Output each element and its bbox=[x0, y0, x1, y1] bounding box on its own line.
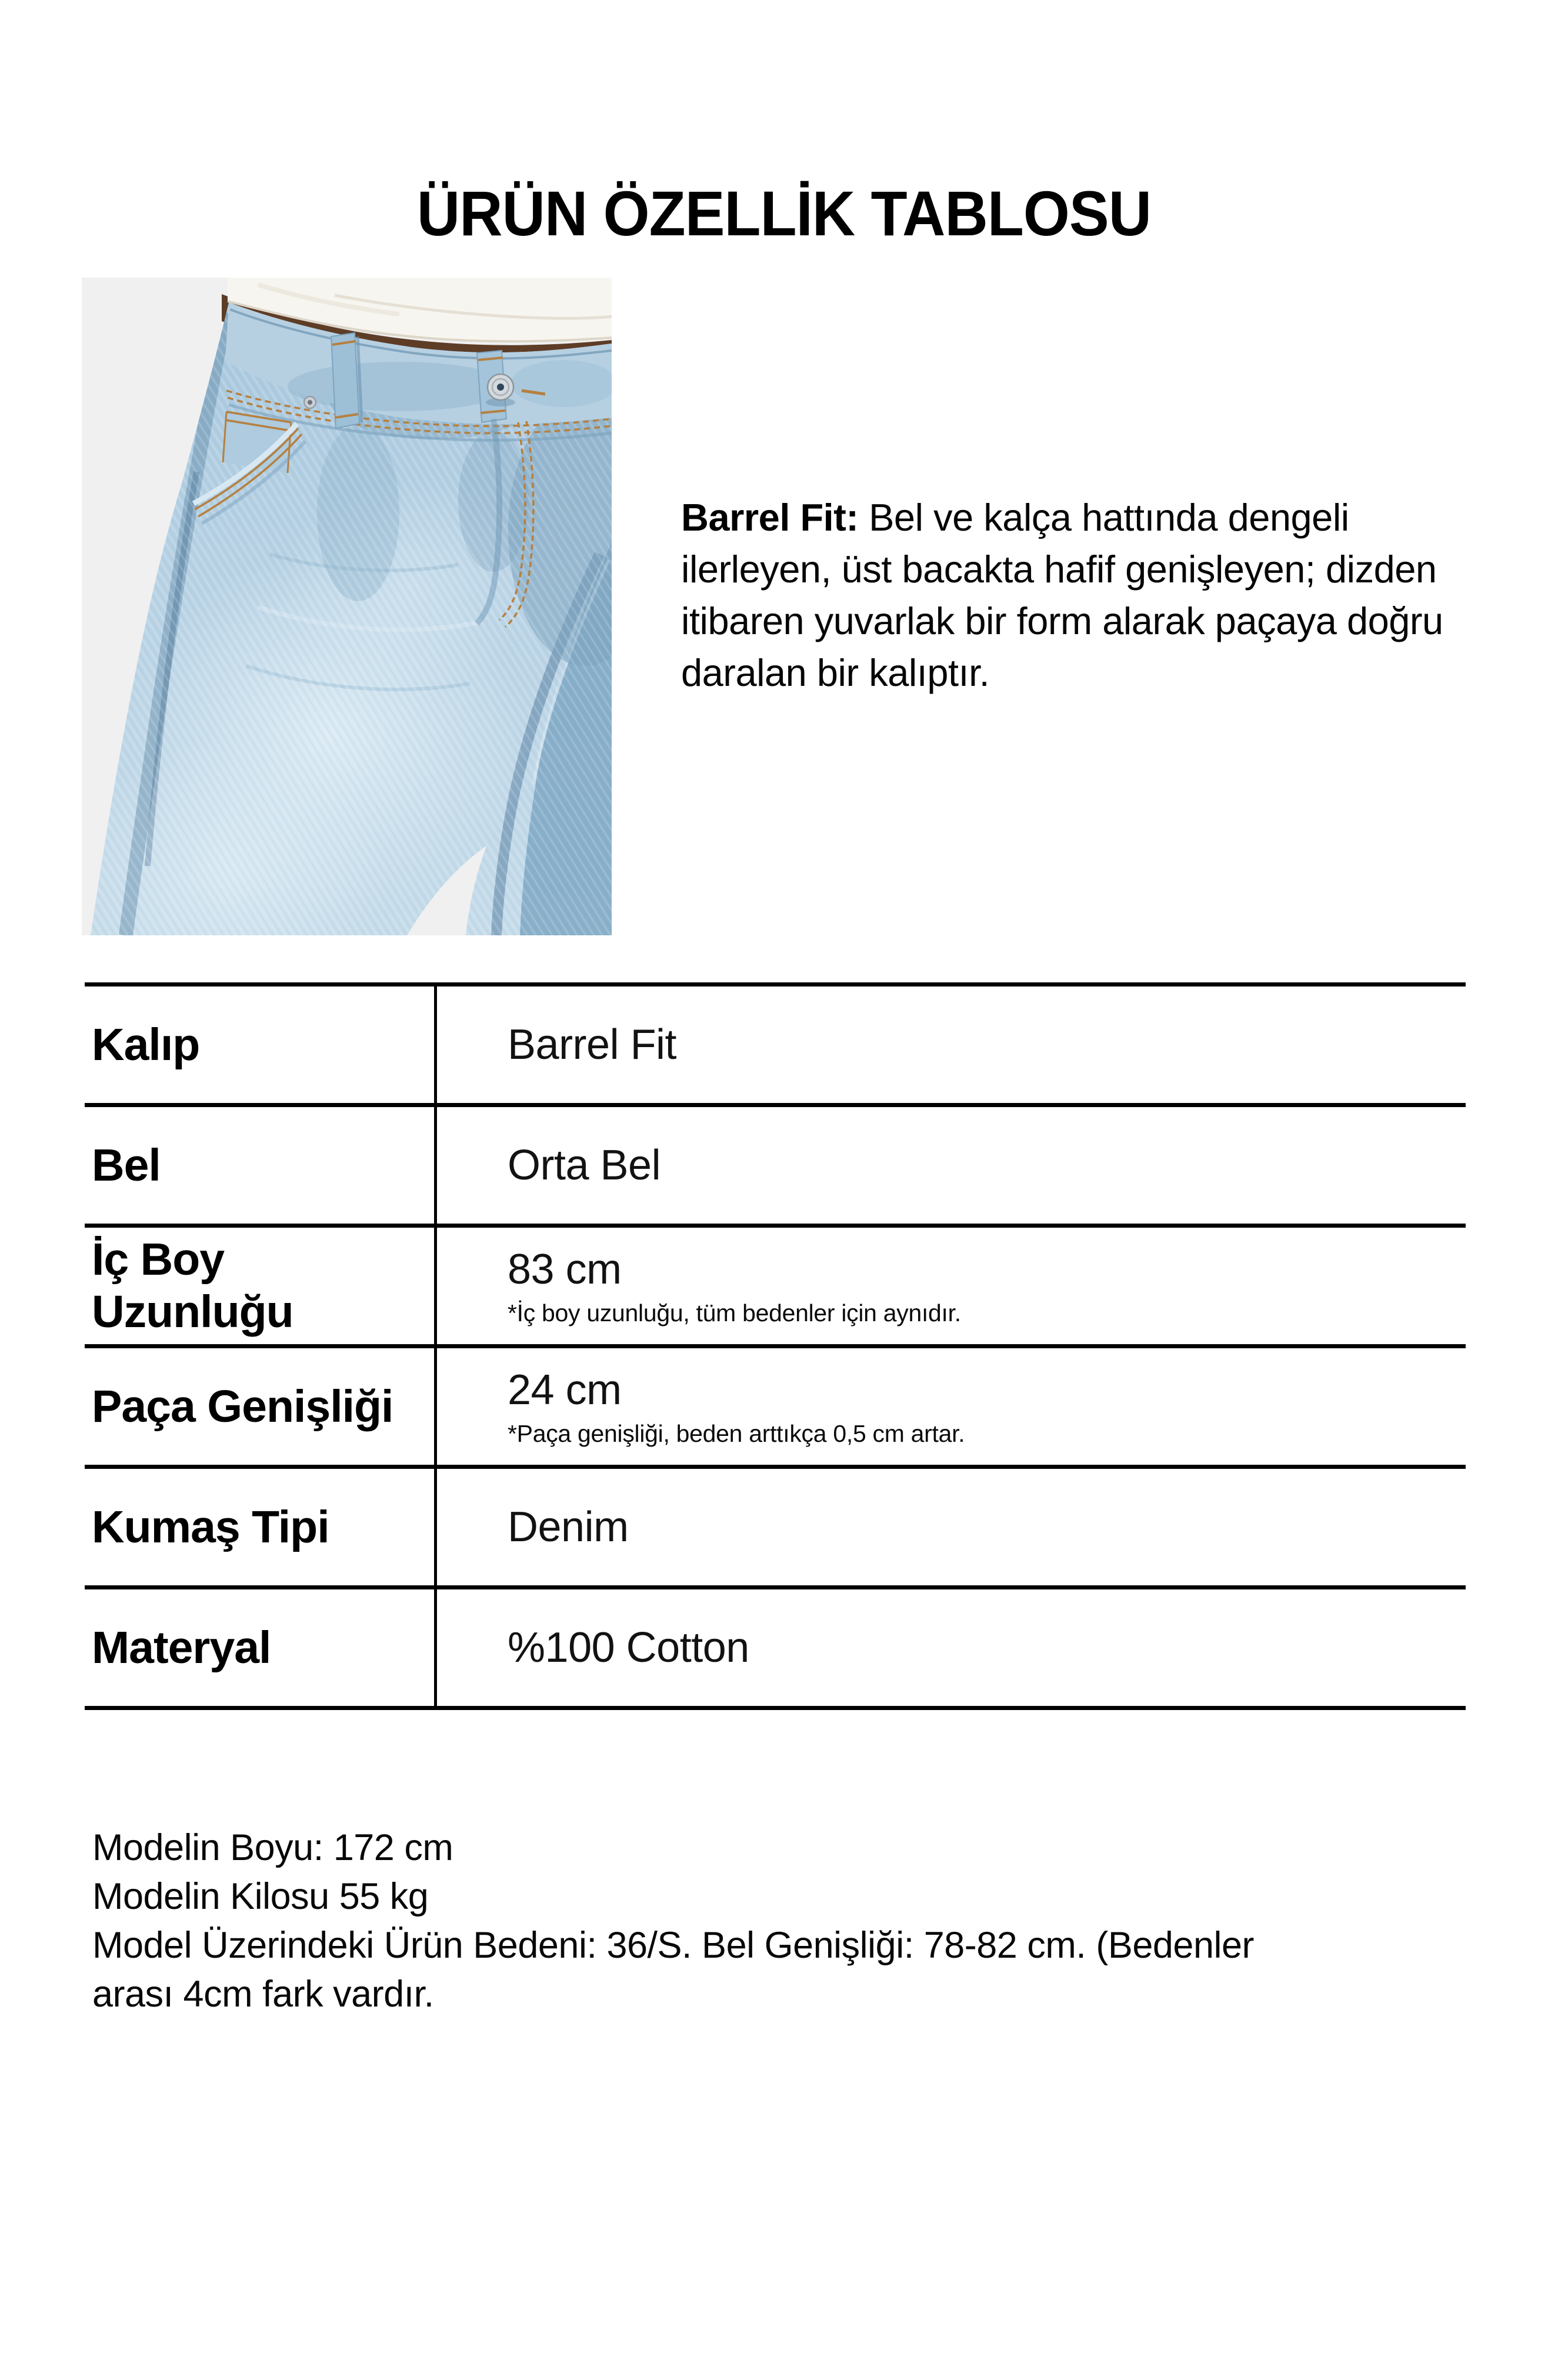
table-column-divider bbox=[434, 982, 437, 1706]
spec-note: *Paça genişliği, beden arttıkça 0,5 cm artar. bbox=[508, 1419, 965, 1447]
table-row bbox=[85, 1465, 1466, 1585]
spec-label: İç Boy Uzunluğu bbox=[92, 1234, 293, 1337]
spec-value: 24 cm bbox=[508, 1366, 622, 1414]
model-info-line: Modelin Kilosu 55 kg bbox=[92, 1876, 429, 1917]
model-info-line: arası 4cm fark vardır. bbox=[92, 1974, 434, 2015]
spec-value: Orta Bel bbox=[508, 1142, 661, 1189]
model-info bbox=[92, 1824, 1254, 2019]
spec-value: Denim bbox=[508, 1504, 629, 1551]
spec-value: %100 Cotton bbox=[508, 1624, 749, 1671]
spec-label: Bel bbox=[92, 1139, 161, 1191]
fit-description-text: Bel ve kalça hattında dengeli ilerleyen, üst bacakta hafif genişleyen; dizden itibaren yuvarlak bir form alarak paçaya doğru daralan bir kalıptır. bbox=[681, 496, 1443, 694]
spec-label: Kalıp bbox=[92, 1019, 200, 1070]
model-info-line: Modelin Boyu: 172 cm bbox=[92, 1827, 453, 1868]
table-row bbox=[85, 1585, 1466, 1706]
model-info-line: Model Üzerindeki Ürün Bedeni: 36/S. Bel Genişliği: 78-82 cm. (Bedenler bbox=[92, 1925, 1255, 1966]
fit-name: Barrel Fit: bbox=[681, 496, 859, 539]
product-photo bbox=[82, 278, 612, 935]
spec-label: Materyal bbox=[92, 1622, 271, 1673]
fit-description bbox=[681, 492, 1504, 699]
spec-table bbox=[85, 982, 1466, 1710]
spec-value: Barrel Fit bbox=[508, 1021, 677, 1068]
spec-label: Paça Genişliği bbox=[92, 1381, 393, 1432]
table-row bbox=[85, 1224, 1466, 1344]
table-row bbox=[85, 1103, 1466, 1224]
spec-note: *İç boy uzunluğu, tüm bedenler için aynıdır. bbox=[508, 1299, 961, 1327]
table-row bbox=[85, 1344, 1466, 1465]
page-title: ÜRÜN ÖZELLİK TABLOSU bbox=[416, 178, 1152, 249]
belt-loop bbox=[331, 333, 362, 428]
spec-label: Kumaş Tipi bbox=[92, 1501, 329, 1552]
table-row bbox=[85, 982, 1466, 1103]
jeans-photo-illustration bbox=[82, 278, 612, 935]
spec-value: 83 cm bbox=[508, 1245, 622, 1293]
rivet bbox=[304, 396, 316, 408]
